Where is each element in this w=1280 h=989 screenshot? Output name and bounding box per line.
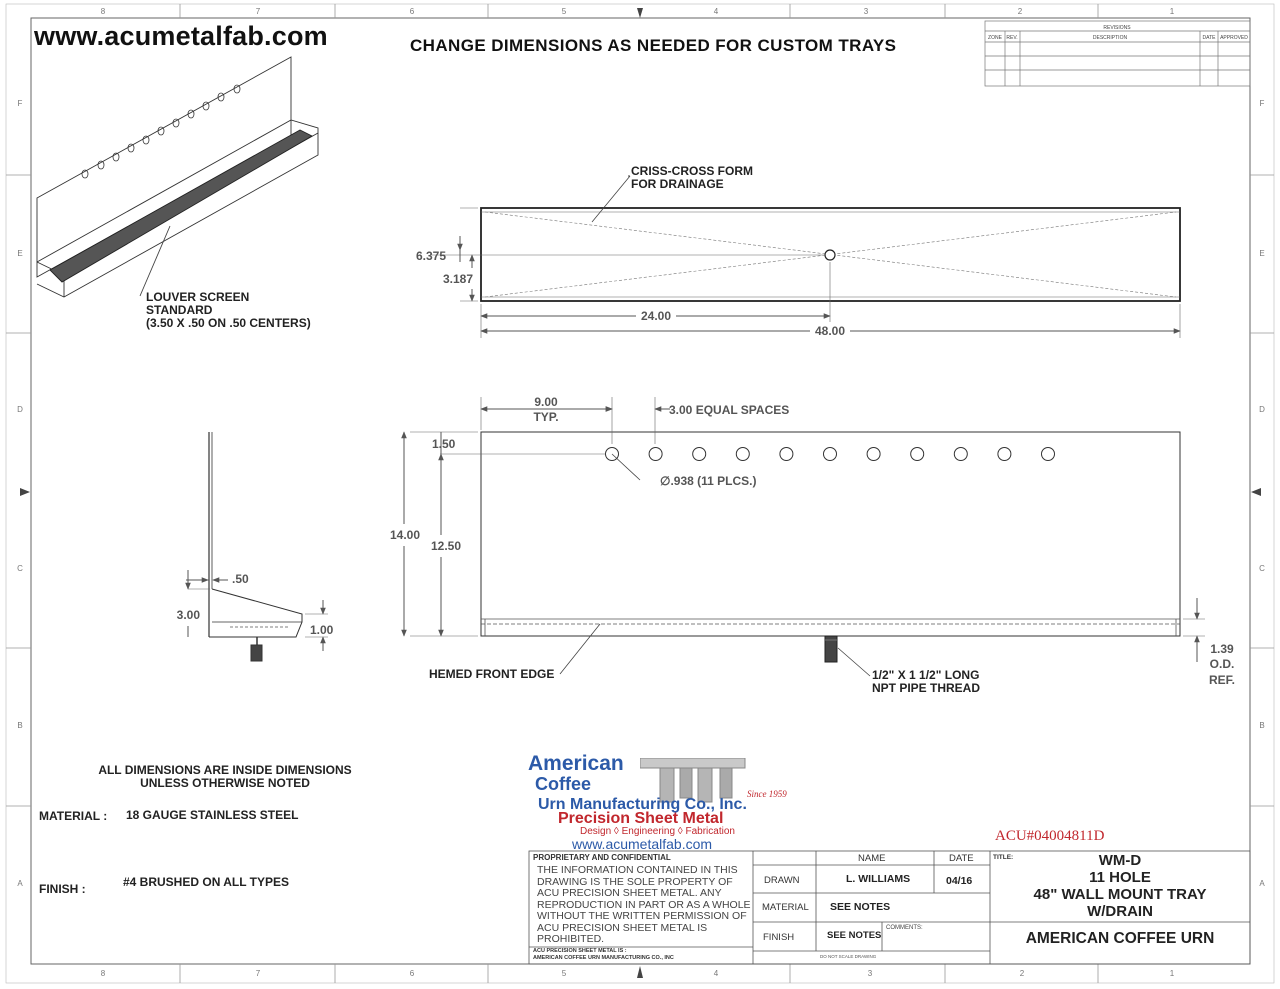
dim-depth: 6.375 <box>415 249 446 263</box>
logo-url: www.acumetalfab.com <box>572 836 713 852</box>
tap-hole <box>954 448 967 461</box>
grid-col-label: 5 <box>561 969 567 978</box>
tb-company: AMERICAN COFFEE URN <box>1025 930 1215 947</box>
drawing-title-note: CHANGE DIMENSIONS AS NEEDED FOR CUSTOM TRAYS <box>410 36 897 55</box>
logo-line-precision: Precision Sheet Metal <box>558 810 724 827</box>
dim-od-ref: REF. <box>1208 673 1236 687</box>
proprietary-line: PROHIBITED. <box>537 933 605 945</box>
proprietary-line: REPRODUCTION IN PART OR AS A WHOLE <box>537 898 751 911</box>
tb-material-label: MATERIAL <box>762 902 809 913</box>
iso-louver-band <box>50 130 312 282</box>
grid-row-label: E <box>1259 249 1265 258</box>
louver-callout-line: LOUVER SCREEN <box>146 290 250 304</box>
hole-leader <box>612 454 640 480</box>
dim-spacing: 3.00 EQUAL SPACES <box>669 403 790 417</box>
company-logo <box>528 752 808 852</box>
tb-drawn-label: DRAWN <box>764 875 800 886</box>
tap-hole <box>736 448 749 461</box>
grid-row-label: D <box>17 405 23 414</box>
dim-od-label: O.D. <box>1209 657 1235 671</box>
grid-row-label: C <box>1259 564 1265 573</box>
grid-col-label: 8 <box>100 969 106 978</box>
edge-leader <box>560 624 600 674</box>
dim-below-hole: 12.50 <box>430 539 461 553</box>
dim-length: 48.00 <box>814 324 846 338</box>
logo-line-coffee: Coffee <box>535 774 592 794</box>
grid-col-label: 2 <box>1017 7 1023 16</box>
grid-col-label: 2 <box>1019 969 1025 978</box>
tb-title-line: W/DRAIN <box>1087 903 1153 920</box>
logo-line-american: American <box>528 752 624 775</box>
grid-col-label: 5 <box>561 7 567 16</box>
company-small <box>533 948 674 961</box>
tb-name-header: NAME <box>858 853 886 864</box>
tb-date-header: DATE <box>949 853 974 864</box>
grid-col-label: 3 <box>867 969 873 978</box>
tb-title-lines <box>990 852 1250 920</box>
logo-since: Since 1959 <box>747 789 787 799</box>
dim-side-thickness: .50 <box>232 572 249 586</box>
company-small-line: AMERICAN COFFEE URN MANUFACTURING CO., INC <box>533 954 674 961</box>
finish-label: FINISH : <box>39 882 86 896</box>
dim-od-value: 1.39 <box>1210 642 1234 656</box>
tap-hole <box>911 448 924 461</box>
logo-line-urn: Urn Manufacturing Co., Inc. <box>538 796 747 813</box>
proprietary-line: ACU PRECISION SHEET METAL IS <box>537 921 708 934</box>
front-view-outline <box>481 432 1180 636</box>
grid-col-label: 6 <box>409 7 415 16</box>
material-label: MATERIAL : <box>39 809 108 823</box>
drain-hole <box>825 250 835 260</box>
louver-callout-line: (3.50 X .50 ON .50 CENTERS) <box>146 316 311 330</box>
tb-title-label: TITLE: <box>993 854 1014 861</box>
side-tray-profile <box>209 589 302 637</box>
grid-row-label: C <box>17 564 23 573</box>
inside-dimensions-note <box>95 764 355 790</box>
revisions-col-rev: REV. <box>1006 35 1018 41</box>
pipe-thread-line: 1/2" X 1 1/2" LONG <box>872 668 980 682</box>
tap-hole <box>780 448 793 461</box>
grid-col-label: 7 <box>255 969 261 978</box>
dim-hole-dia: ∅.938 (11 PLCS.) <box>660 474 757 488</box>
inside-dimensions-line: UNLESS OTHERWISE NOTED <box>140 776 310 790</box>
grid-row-label: A <box>1259 879 1265 888</box>
grid-col-label: 4 <box>713 969 719 978</box>
thread-leader <box>838 648 870 676</box>
tb-noscale: DO NOT SCALE DRAWING <box>820 954 877 959</box>
revisions-col-description: DESCRIPTION <box>1092 35 1128 41</box>
tap-hole <box>998 448 1011 461</box>
proprietary-title: PROPRIETARY AND CONFIDENTIAL <box>533 853 671 862</box>
grid-col-label: 8 <box>100 7 106 16</box>
tap-hole <box>1042 448 1055 461</box>
front-view <box>390 395 1235 687</box>
dim-half-depth: 3.187 <box>442 272 473 286</box>
tb-finish-value: SEE NOTES <box>827 930 882 941</box>
dim-half-length: 24.00 <box>640 309 672 323</box>
proprietary-line: ACU PRECISION SHEET METAL. ANY <box>537 887 722 899</box>
grid-row-label: B <box>1259 721 1265 730</box>
tb-title-line: 48" WALL MOUNT TRAY <box>1033 886 1207 903</box>
dim-typ: TYP. <box>533 410 559 424</box>
hemmed-edge-callout: HEMED FRONT EDGE <box>429 667 555 681</box>
crisscross-callout-line: CRISS-CROSS FORM <box>631 164 754 178</box>
proprietary-text <box>537 865 751 946</box>
tb-title-line: WM-D <box>1098 852 1142 869</box>
tap-hole <box>649 448 662 461</box>
dim-hole-height: 1.50 <box>432 437 456 451</box>
tb-drawn-date: 04/16 <box>946 875 973 887</box>
iso-leader <box>140 226 170 296</box>
pipe-thread-callout <box>872 669 980 695</box>
tap-hole <box>867 448 880 461</box>
grid-row-label: A <box>17 879 23 888</box>
side-view <box>186 432 328 661</box>
crisscross-callout-line: FOR DRAINAGE <box>631 177 724 191</box>
louver-callout <box>146 291 311 330</box>
grid-row-label: D <box>1259 405 1265 414</box>
revisions-col-date: DATE <box>1202 35 1216 41</box>
grid-row-label: F <box>1259 99 1265 108</box>
proprietary-line: DRAWING IS THE SOLE PROPERTY OF <box>537 875 733 888</box>
grid-row-label: F <box>17 99 23 108</box>
revisions-title: REVISIONS <box>1103 25 1131 31</box>
tb-material-value: SEE NOTES <box>830 901 891 913</box>
proprietary-line: WITHOUT THE WRITTEN PERMISSION OF <box>537 910 747 922</box>
website-header: www.acumetalfab.com <box>34 21 328 51</box>
tb-finish-label: FINISH <box>763 932 795 943</box>
dim-first-hole: 9.00 <box>534 395 558 409</box>
grid-col-label: 4 <box>713 7 719 16</box>
tb-drawn-name: L. WILLIAMS <box>846 873 911 885</box>
side-drain-pipe <box>251 645 262 661</box>
dim-overall-height: 14.00 <box>389 528 420 542</box>
dim-side-height: 3.00 <box>176 608 200 622</box>
grid-col-label: 6 <box>409 969 415 978</box>
grid-col-label: 1 <box>1169 7 1175 16</box>
company-small-line: ACU PRECISION SHEET METAL IS : <box>533 948 627 954</box>
dim-side-lip: 1.00 <box>310 623 334 637</box>
tb-comments-label: COMMENTS: <box>886 925 923 931</box>
top-view <box>416 176 1180 338</box>
revisions-text <box>988 25 1248 41</box>
finish-value: #4 BRUSHED ON ALL TYPES <box>123 875 290 889</box>
grid-row-label: B <box>17 721 23 730</box>
inside-dimensions-line: ALL DIMENSIONS ARE INSIDE DIMENSIONS <box>98 763 352 777</box>
tap-hole <box>824 448 837 461</box>
front-view-holes <box>606 448 1055 461</box>
grid-col-label: 3 <box>863 7 869 16</box>
iso-view <box>37 57 318 297</box>
tb-title-line: 11 HOLE <box>1089 869 1151 886</box>
louver-callout-line: STANDARD <box>146 303 213 317</box>
revisions-col-approved: APPROVED <box>1220 35 1248 41</box>
crisscross-leader <box>592 176 630 222</box>
proprietary-line: THE INFORMATION CONTAINED IN THIS <box>537 864 738 876</box>
grid-col-label: 7 <box>255 7 261 16</box>
tap-hole <box>693 448 706 461</box>
crisscross-callout <box>631 165 753 191</box>
pipe-thread-line: NPT PIPE THREAD <box>872 681 981 695</box>
revisions-col-zone: ZONE <box>988 35 1002 41</box>
logo-line-design: Design ◊ Engineering ◊ Fabrication <box>580 826 735 837</box>
part-number: ACU#04004811D <box>995 828 1105 844</box>
grid-row-label: E <box>17 249 23 258</box>
material-value: 18 GAUGE STAINLESS STEEL <box>126 808 299 822</box>
grid-col-label: 1 <box>1169 969 1175 978</box>
